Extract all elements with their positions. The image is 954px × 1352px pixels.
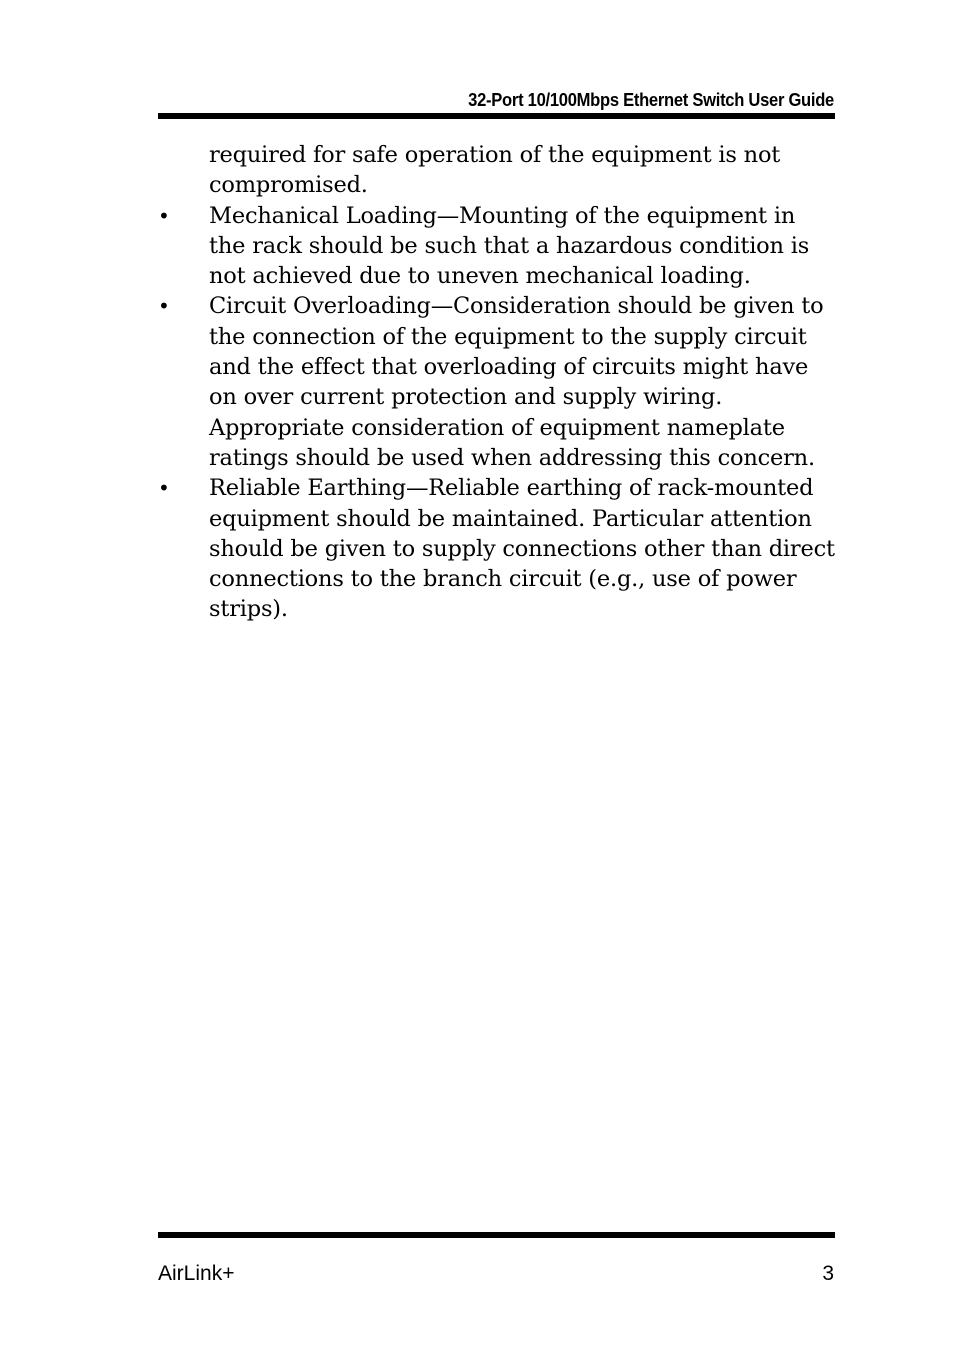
- page-header-title: 32-Port 10/100Mbps Ethernet Switch User Guide: [468, 90, 834, 110]
- text-line: Circuit Overloading—Consideration should be given to: [209, 293, 824, 320]
- text-line: strips).: [209, 596, 288, 623]
- header-rule: [158, 113, 835, 119]
- footer-brand: AirLink+: [158, 1262, 235, 1285]
- bullet-item-reliable-earthing: [158, 473, 848, 624]
- bullet-icon: •: [158, 476, 170, 501]
- text-line: not achieved due to uneven mechanical loading.: [209, 263, 751, 290]
- text-line: Mechanical Loading—Mounting of the equipment in: [209, 202, 796, 229]
- continuation-paragraph: [158, 140, 848, 201]
- body-content: [158, 140, 848, 625]
- text-line: required for safe operation of the equipment is not: [209, 142, 781, 168]
- bullet-icon: •: [158, 203, 170, 228]
- bullet-item-circuit-overloading: [158, 291, 848, 473]
- text-line: Appropriate consideration of equipment nameplate: [209, 414, 785, 441]
- text-line: should be given to supply connections other than direct: [209, 535, 835, 562]
- bullet-item-mechanical-loading: [158, 201, 848, 292]
- page-number: 3: [822, 1262, 834, 1285]
- text-line: the connection of the equipment to the supply circuit: [209, 323, 807, 350]
- footer-rule: [158, 1232, 835, 1238]
- text-line: and the effect that overloading of circuits might have: [209, 354, 809, 381]
- text-line: on over current protection and supply wiring.: [209, 384, 723, 411]
- text-line: connections to the branch circuit (e.g., use of power: [209, 566, 797, 593]
- text-line: Reliable Earthing—Reliable earthing of rack-mounted: [209, 475, 814, 502]
- text-line: the rack should be such that a hazardous condition is: [209, 232, 810, 259]
- text-line: compromised.: [209, 172, 368, 199]
- bullet-icon: •: [158, 294, 170, 319]
- text-line: ratings should be used when addressing this concern.: [209, 444, 815, 471]
- text-line: equipment should be maintained. Particular attention: [209, 505, 812, 532]
